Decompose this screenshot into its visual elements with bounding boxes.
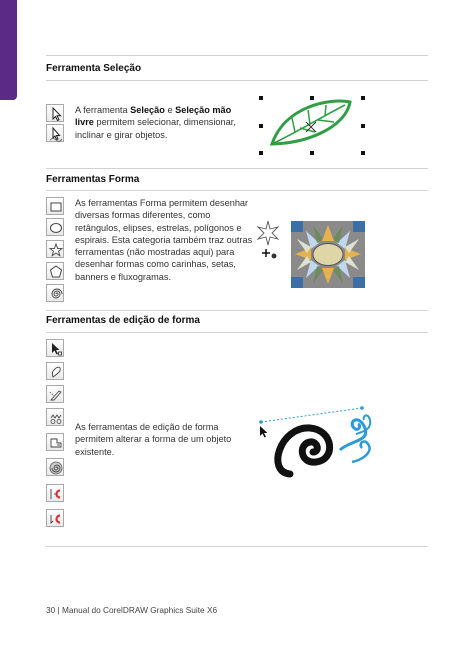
divider bbox=[46, 80, 428, 81]
divider bbox=[46, 546, 428, 547]
rectangle-tool-icon bbox=[46, 197, 64, 215]
leaf-selection-illustration bbox=[250, 88, 375, 158]
knife-tool-icon bbox=[46, 385, 64, 403]
roughen-tool-icon bbox=[46, 408, 64, 426]
section-heading-selection: Ferramenta Seleção bbox=[46, 63, 142, 74]
page-footer: 30 | Manual do CorelDRAW Graphics Suite X6 bbox=[46, 605, 218, 615]
shape-tool-icon bbox=[46, 339, 64, 357]
star-shape-illustration bbox=[256, 219, 281, 259]
quilt-shape-illustration bbox=[291, 221, 365, 288]
divider bbox=[46, 332, 428, 333]
twirl-tool-icon bbox=[46, 458, 64, 476]
spiral-tool-icon bbox=[46, 284, 64, 302]
chapter-tab bbox=[0, 0, 17, 100]
edit-description: As ferramentas de edição de forma permitem alterar a forma de um objeto existente. bbox=[75, 422, 232, 457]
pick-tool-icon bbox=[46, 104, 64, 122]
polygon-tool-icon bbox=[46, 262, 64, 280]
smudge-tool-icon bbox=[46, 362, 64, 380]
divider bbox=[46, 190, 428, 191]
shape-description: As ferramentas Forma permitem desenhar diversas formas diferentes, como retângulos, elipses, estrelas, polígonos e espirais. Esta categoria também traz outras ferramentas (não mostradas aqui) para desenhar formas como carinhas, setas, banners e fluxogramas. bbox=[75, 198, 253, 282]
section-heading-shape: Ferramentas Forma bbox=[46, 174, 140, 185]
smear-tool-icon bbox=[46, 433, 64, 451]
attract-tool-icon bbox=[46, 484, 64, 502]
selection-description: A ferramenta Seleção e Seleção mão livre permitem selecionar, dimensionar, inclinar e girar objetos. bbox=[75, 105, 236, 140]
section-heading-edit: Ferramentas de edição de forma bbox=[46, 315, 200, 326]
repel-tool-icon bbox=[46, 509, 64, 527]
divider bbox=[46, 55, 428, 56]
spiral-edit-illustration bbox=[252, 402, 377, 480]
ellipse-tool-icon bbox=[46, 218, 64, 236]
divider bbox=[46, 310, 428, 311]
freehand-pick-tool-icon bbox=[46, 124, 64, 142]
divider bbox=[46, 168, 428, 169]
star-tool-icon bbox=[46, 240, 64, 258]
